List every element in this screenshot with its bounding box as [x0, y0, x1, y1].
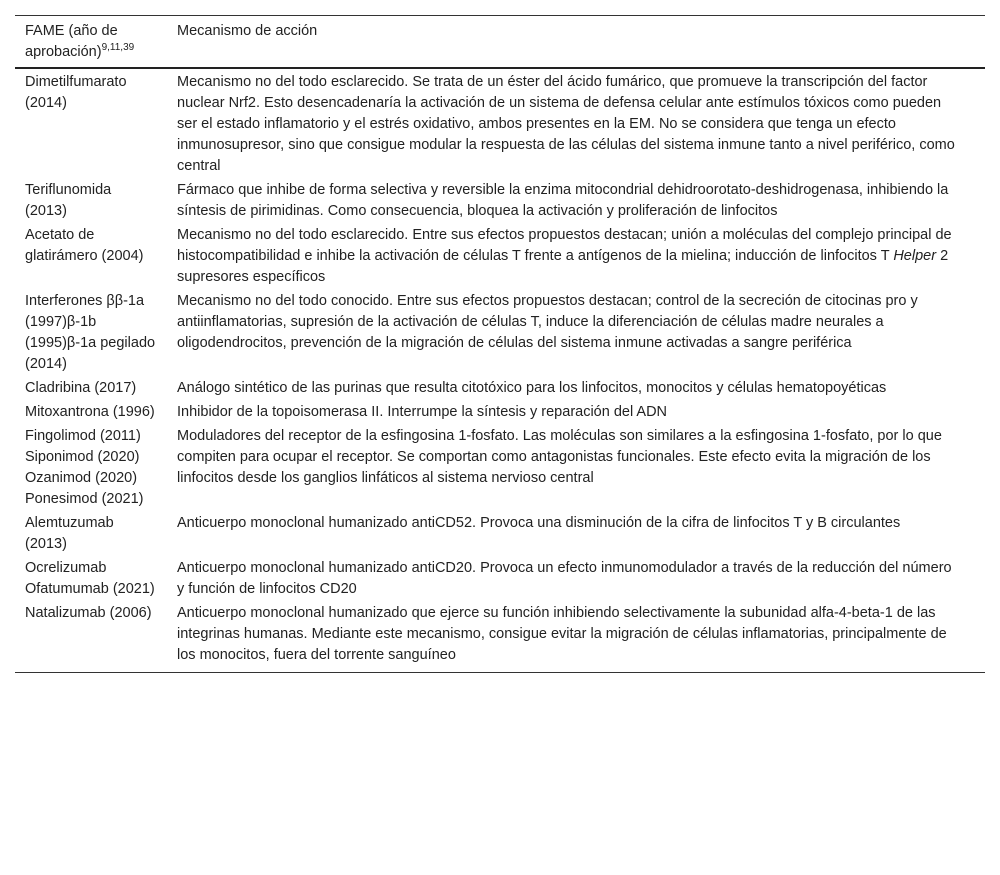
drug-cell — [15, 511, 167, 556]
mechanism-cell — [167, 424, 985, 511]
drug-mechanism-table — [15, 15, 985, 673]
table-row — [15, 424, 985, 511]
drug-name: Alemtuzumab (2013) — [25, 515, 114, 552]
mechanism-text: Moduladores del receptor de la esfingosina 1-fosfato. Las moléculas son similares a la esfingosina 1-fosfato, por lo que compiten para ocupar el receptor. Se comportan como antagonistas funcionales. Este efecto evita la migración de los linfocitos desde los ganglios linfáticos al sistema nervioso central — [177, 428, 942, 486]
mechanism-cell — [167, 601, 985, 673]
mechanism-text: Análogo sintético de las purinas que resulta citotóxico para los linfocitos, monocitos y células hematopoyéticas — [177, 380, 887, 396]
drug-name: Interferones ββ-1a (1997)β-1b (1995)β-1a pegilado (2014) — [25, 293, 156, 372]
table-row — [15, 289, 985, 376]
drug-name: Ofatumumab (2021) — [25, 581, 155, 597]
mechanism-text: Inhibidor de la topoisomerasa II. Interrumpe la síntesis y reparación del ADN — [177, 404, 668, 420]
table-row — [15, 223, 985, 289]
drug-name: Fingolimod (2011) — [25, 428, 141, 444]
drug-name: Ponesimod (2021) — [25, 491, 144, 507]
header-fame-label: FAME (año de aprobación) — [25, 23, 118, 60]
drug-cell — [15, 400, 167, 424]
drug-name: Teriflunomida (2013) — [25, 182, 112, 219]
mechanism-italic: Helper — [893, 248, 937, 264]
mechanism-text: Mecanismo no del todo conocido. Entre sus efectos propuestos destacan; control de la secreción de citocinas pro y antiinflamatorias, supresión de la activación de células T, induce la diferenciación de células madre neurales a oligodendrocitos, prevención de la migración de células del sistema inmune activadas a sangre periférica — [177, 293, 918, 351]
mechanism-cell — [167, 289, 985, 376]
mechanism-cell — [167, 400, 985, 424]
drug-cell — [15, 601, 167, 673]
mechanism-cell — [167, 178, 985, 223]
drug-name: Cladribina (2017) — [25, 380, 137, 396]
mechanism-text: Anticuerpo monoclonal humanizado que ejerce su función inhibiendo selectivamente la subunidad alfa-4-beta-1 de las integrinas humanas. Mediante este mecanismo, consigue evitar la migración de células inflamatorias, principalmente de los monocitos, fuera del torrente sanguíneo — [177, 605, 947, 663]
mechanism-cell — [167, 511, 985, 556]
table-row — [15, 376, 985, 400]
drug-cell — [15, 556, 167, 601]
drug-name: Acetato de glatirámero (2004) — [25, 227, 144, 264]
table-row — [15, 511, 985, 556]
mechanism-text: Anticuerpo monoclonal humanizado antiCD52. Provoca una disminución de la cifra de linfocitos T y B circulantes — [177, 515, 901, 531]
drug-cell — [15, 178, 167, 223]
mechanism-cell — [167, 556, 985, 601]
table-header-row — [15, 16, 985, 69]
drug-name: Ocrelizumab — [25, 560, 107, 576]
table-row — [15, 556, 985, 601]
drug-name: Natalizumab (2006) — [25, 605, 152, 621]
drug-name: Ozanimod (2020) — [25, 470, 138, 486]
drug-cell — [15, 424, 167, 511]
header-fame — [15, 16, 167, 69]
table-row — [15, 400, 985, 424]
drug-name: Mitoxantrona (1996) — [25, 404, 155, 420]
mechanism-text: Mecanismo no del todo esclarecido. Se trata de un éster del ácido fumárico, que promueve la transcripción del factor nuclear Nrf2. Esto desencadenaría la activación de un sistema de defensa celular ante estímulos tóxicos como pueden ser el estado inflamatorio y el estrés oxidativo, ambos presentes en la EM. No se considera que tenga un efecto inmunosupresor, sino que consigue modular la respuesta de las células del sistema inmune tanto a nivel periférico, como central — [177, 74, 955, 174]
header-references: 9,11,39 — [101, 42, 135, 54]
drug-cell — [15, 68, 167, 178]
drug-name: Dimetilfumarato (2014) — [25, 74, 127, 111]
mechanism-cell — [167, 376, 985, 400]
drug-name: Siponimod (2020) — [25, 449, 140, 465]
drug-cell — [15, 223, 167, 289]
header-mechanism: Mecanismo de acción — [167, 16, 985, 69]
mechanism-cell — [167, 223, 985, 289]
drug-cell — [15, 376, 167, 400]
table-row — [15, 68, 985, 178]
table-row — [15, 178, 985, 223]
mechanism-text: Fármaco que inhibe de forma selectiva y reversible la enzima mitocondrial dehidroorotato-deshidrogenasa, inhibiendo la síntesis de pirimidinas. Como consecuencia, bloquea la activación y proliferación de linfocitos — [177, 182, 949, 219]
mechanism-text: Mecanismo no del todo esclarecido. Entre sus efectos propuestos destacan; unión a moléculas del complejo principal de histocompatibilidad e inhibe la activación de células T frente a antígenos de la mielina; inducción de linfocitos T — [177, 227, 952, 264]
drug-cell — [15, 289, 167, 376]
mechanism-text: Anticuerpo monoclonal humanizado antiCD20. Provoca un efecto inmunomodulador a través de la reducción del número y función de linfocitos CD20 — [177, 560, 952, 597]
mechanism-cell — [167, 68, 985, 178]
table-row — [15, 601, 985, 673]
mechanism-tail: 2 supresores específicos — [177, 248, 949, 285]
